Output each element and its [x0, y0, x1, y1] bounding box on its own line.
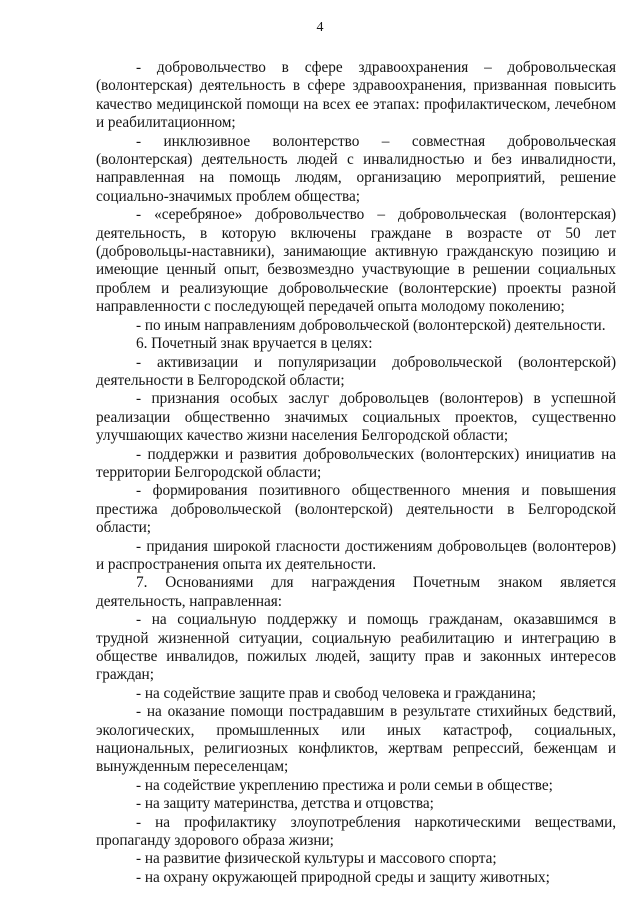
- paragraph: - на охрану окружающей природной среды и защиту животных;: [136, 868, 550, 886]
- paragraph: - признания особых заслуг добровольцев (волонтеров) в успешной реализации общественно значимых социальных проектов, существенно улучшающих качество жизни населения Белгородской области;: [96, 390, 616, 445]
- document-body: [96, 59, 616, 887]
- section-heading-7: 7. Основаниями для награждения Почетным знаком является деятельность, направленная:: [96, 574, 616, 610]
- paragraph: - на содействие укреплению престижа и роли семьи в обществе;: [136, 776, 553, 794]
- paragraph: - по иным направлениям добровольческой (волонтерской) деятельности.: [136, 316, 606, 334]
- paragraph: - на социальную поддержку и помощь гражданам, оказавшимся в трудной жизненной ситуации, социальную реабилитацию и интеграцию в обществе инвалидов, пожилых людей, защиту прав и законных интересов граждан;: [96, 611, 616, 684]
- page-number: 4: [316, 20, 324, 35]
- paragraph: - на содействие защите прав и свобод человека и гражданина;: [136, 684, 536, 702]
- paragraph: - на развитие физической культуры и массового спорта;: [136, 850, 497, 868]
- paragraph: - «серебряное» добровольчество – добровольческая (волонтерская) деятельность, в которую включены граждане в возрасте от 50 лет (добровольцы-наставники), занимающие активную гражданскую позицию и имеющие ценный опыт, безвозмездно участвующие в решении социальных проблем и реализующие добровольческие (волонтерские) проекты разной направленности с последующей передачей опыта молодому поколению;: [96, 206, 616, 316]
- section-heading-6: 6. Почетный знак вручается в целях:: [136, 335, 373, 353]
- paragraph: - формирования позитивного общественного мнения и повышения престижа добровольческой (волонтерской) деятельности в Белгородской области;: [96, 482, 616, 537]
- paragraph: - инклюзивное волонтерство – совместная добровольческая (волонтерская) деятельность людей с инвалидностью и без инвалидности, направленная на помощь людям, организацию мероприятий, решение социально-значимых проблем общества;: [96, 132, 616, 205]
- paragraph: - добровольчество в сфере здравоохранения – добровольческая (волонтерская) деятельность в сфере здравоохранения, призванная повысить качество медицинской помощи на всех ее этапах: профилактическом, лечебном и реабилитационном;: [96, 59, 616, 132]
- paragraph: - придания широкой гласности достижениям добровольцев (волонтеров) и распространения опыта их деятельности.: [96, 537, 616, 573]
- paragraph: - активизации и популяризации добровольческой (волонтерской) деятельности в Белгородской области;: [96, 353, 616, 389]
- paragraph: - поддержки и развития добровольческих (волонтерских) инициатив на территории Белгородской области;: [96, 445, 616, 481]
- paragraph: - на оказание помощи пострадавшим в результате стихийных бедствий, экологических, промышленных или иных катастроф, социальных, национальных, религиозных конфликтов, жертвам репрессий, беженцам и вынужденным переселенцам;: [96, 703, 616, 776]
- paragraph: - на профилактику злоупотребления наркотическими веществами, пропаганду здорового образа жизни;: [96, 813, 616, 850]
- paragraph: - на защиту материнства, детства и отцовства;: [136, 795, 434, 813]
